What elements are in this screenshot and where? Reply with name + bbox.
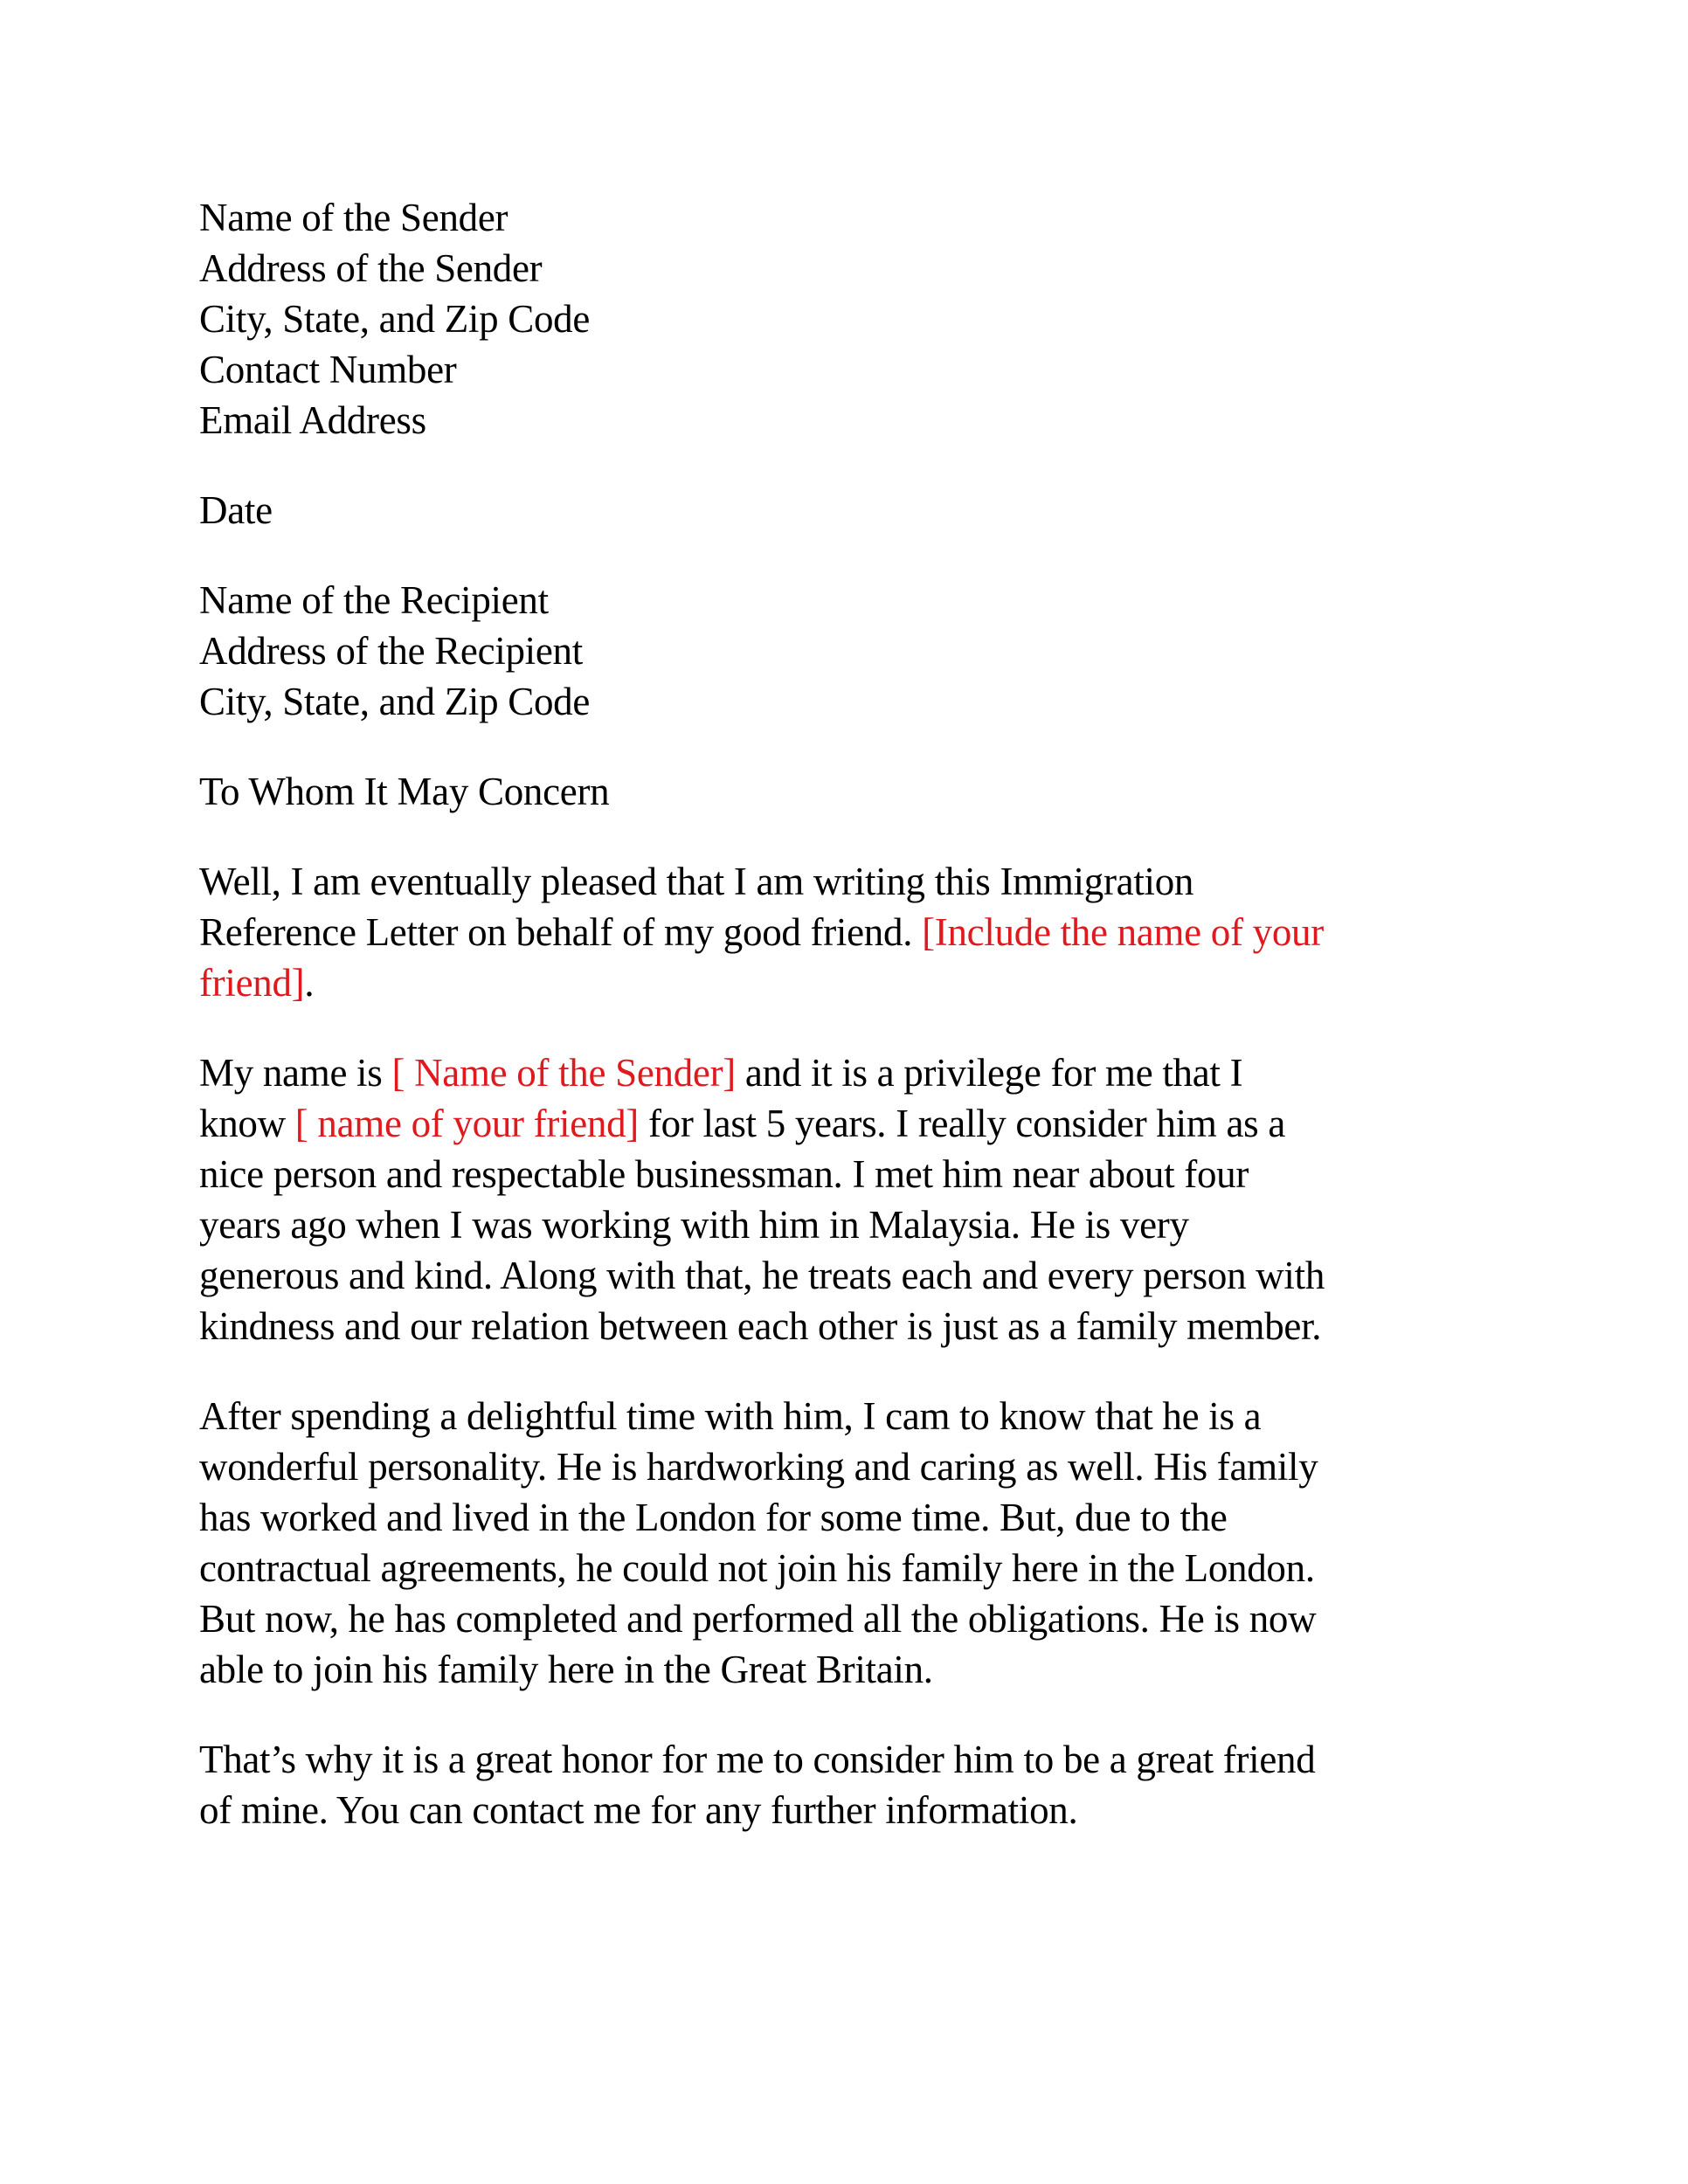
placeholder-red-text: [ name of your friend] <box>294 1102 639 1145</box>
letter-text: for last 5 years. I really consider him as a <box>639 1102 1285 1145</box>
letter-text: of mine. You can contact me for any further information. <box>199 1788 1078 1832</box>
paragraph-intro-line-1 <box>199 856 1501 907</box>
paragraph-introduction-of-sender-line-6 <box>199 1301 1501 1351</box>
sender-address-block-line-2 <box>199 243 1501 294</box>
date-block-line-1 <box>199 485 1501 536</box>
paragraph-character-description-line-2 <box>199 1441 1501 1492</box>
letter-text: contractual agreements, he could not join his family here in the London. <box>199 1546 1315 1590</box>
placeholder-red-text: [Include the name of your <box>922 910 1324 954</box>
letter-text: That’s why it is a great honor for me to consider him to be a great friend <box>199 1738 1316 1781</box>
paragraph-intro-line-3 <box>199 957 1501 1008</box>
paragraph-intro-line-2 <box>199 907 1501 957</box>
paragraph-character-description-line-6 <box>199 1644 1501 1695</box>
letter-text: Address of the Sender <box>199 246 543 290</box>
letter-text: Contact Number <box>199 348 457 391</box>
paragraph-character-description-line-5 <box>199 1593 1501 1644</box>
letter-text: nice person and respectable businessman. I met him near about four <box>199 1152 1249 1196</box>
letter-text: kindness and our relation between each other is just as a family member. <box>199 1304 1322 1348</box>
paragraph-closing-line-1 <box>199 1734 1501 1785</box>
letter-text: Name of the Sender <box>199 196 508 239</box>
letter-text: Address of the Recipient <box>199 629 583 673</box>
recipient-address-block-line-3 <box>199 676 1501 727</box>
letter-text: After spending a delightful time with him, I cam to know that he is a <box>199 1394 1262 1438</box>
letter-text: City, State, and Zip Code <box>199 680 591 723</box>
sender-address-block-line-5 <box>199 395 1501 446</box>
date-block <box>199 485 1501 536</box>
paragraph-closing <box>199 1734 1501 1835</box>
placeholder-red-text: [ Name of the Sender] <box>391 1051 736 1095</box>
letter-text: know <box>199 1102 295 1145</box>
recipient-address-block <box>199 575 1501 727</box>
paragraph-character-description-line-1 <box>199 1391 1501 1441</box>
letter-text: City, State, and Zip Code <box>199 297 591 341</box>
paragraph-introduction-of-sender-line-2 <box>199 1098 1501 1149</box>
recipient-address-block-line-1 <box>199 575 1501 625</box>
paragraph-character-description-line-3 <box>199 1492 1501 1543</box>
paragraph-character-description <box>199 1391 1501 1695</box>
letter-text: Reference Letter on behalf of my good friend. <box>199 910 923 954</box>
salutation-block <box>199 766 1501 817</box>
letter-text: But now, he has completed and performed all the obligations. He is now <box>199 1597 1317 1641</box>
paragraph-character-description-line-4 <box>199 1543 1501 1593</box>
sender-address-block-line-1 <box>199 192 1501 243</box>
salutation-block-line-1 <box>199 766 1501 817</box>
sender-address-block <box>199 192 1501 446</box>
letter-text: years ago when I was working with him in Malaysia. He is very <box>199 1203 1189 1247</box>
letter-text: wonderful personality. He is hardworking and caring as well. His family <box>199 1445 1318 1489</box>
paragraph-intro <box>199 856 1501 1008</box>
letter-body <box>199 192 1501 1835</box>
paragraph-closing-line-2 <box>199 1785 1501 1835</box>
letter-text: Well, I am eventually pleased that I am writing this Immigration <box>199 860 1194 903</box>
letter-text: Name of the Recipient <box>199 578 549 622</box>
paragraph-introduction-of-sender-line-1 <box>199 1047 1501 1098</box>
placeholder-red-text: friend] <box>199 961 305 1005</box>
paragraph-introduction-of-sender-line-3 <box>199 1149 1501 1199</box>
paragraph-introduction-of-sender-line-4 <box>199 1199 1501 1250</box>
letter-text: has worked and lived in the London for some time. But, due to the <box>199 1496 1228 1539</box>
letter-text: Email Address <box>199 398 426 442</box>
letter-text: . <box>304 961 315 1005</box>
letter-text: able to join his family here in the Great Britain. <box>199 1648 933 1691</box>
letter-text: My name is <box>199 1051 392 1095</box>
letter-text: To Whom It May Concern <box>199 770 610 813</box>
sender-address-block-line-3 <box>199 294 1501 344</box>
paragraph-introduction-of-sender-line-5 <box>199 1250 1501 1301</box>
letter-text: Date <box>199 488 273 532</box>
recipient-address-block-line-2 <box>199 625 1501 676</box>
sender-address-block-line-4 <box>199 344 1501 395</box>
letter-text: generous and kind. Along with that, he treats each and every person with <box>199 1254 1325 1297</box>
letter-text: and it is a privilege for me that I <box>735 1051 1243 1095</box>
paragraph-introduction-of-sender <box>199 1047 1501 1351</box>
